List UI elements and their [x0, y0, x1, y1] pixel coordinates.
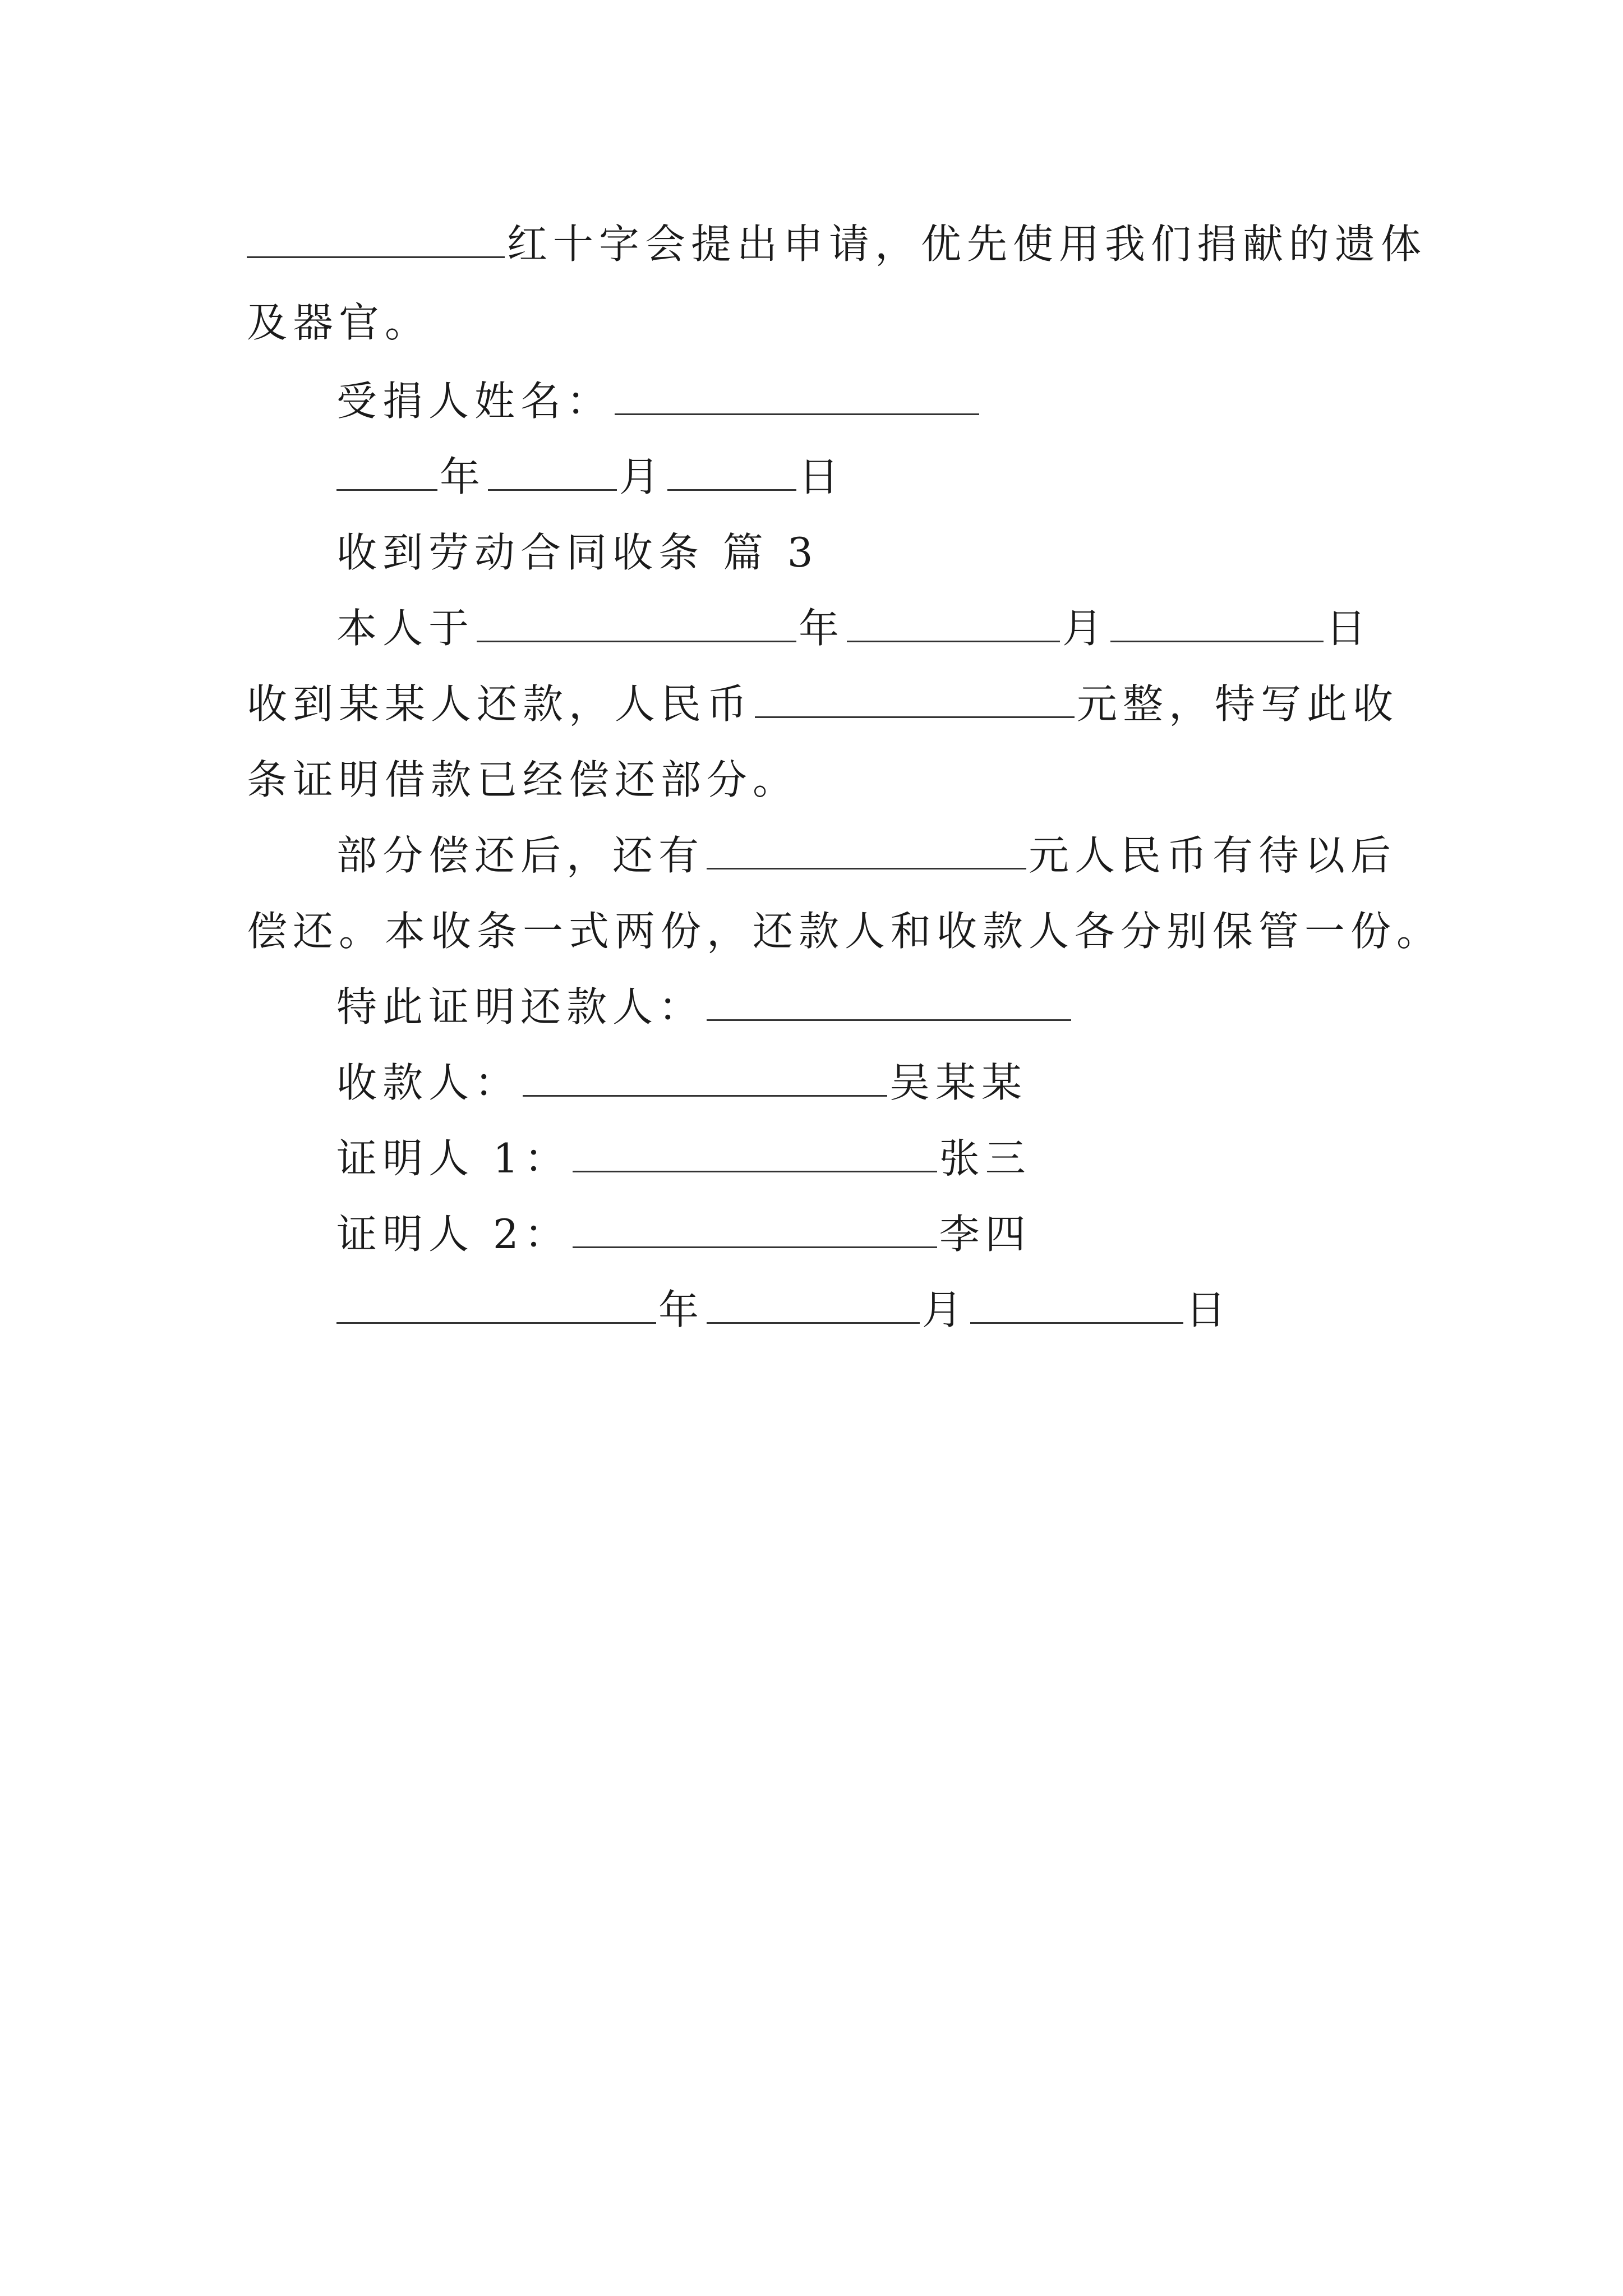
p2-line2: 偿还。本收条一式两份，还款人和收款人各分别保管一份。 — [247, 908, 1443, 955]
blank-day — [667, 485, 796, 491]
line-p1-1 — [336, 600, 1372, 656]
blank-amount — [755, 712, 1075, 718]
p2-a: 部分偿还后，还有 — [336, 832, 705, 879]
blank-p1-month — [847, 636, 1060, 642]
day-label: 日 — [1186, 1286, 1232, 1333]
day-label: 日 — [799, 453, 845, 500]
text-line1: 红十字会提出申请，优先使用我们捐献的遗体 — [507, 220, 1427, 268]
blank-p1-day — [1110, 636, 1324, 642]
blank-p1-year — [477, 636, 796, 642]
line-date-2 — [336, 1282, 1232, 1338]
blank-organization — [247, 252, 505, 258]
line-p2-2 — [247, 903, 1442, 959]
certify-label: 特此证明还款人： — [336, 983, 705, 1030]
line-certify — [336, 979, 1073, 1035]
witness2-label: 证明人 2： — [336, 1211, 570, 1258]
payee-name: 吴某某 — [889, 1059, 1028, 1106]
blank-recipient — [615, 409, 979, 415]
witness2-name: 李四 — [939, 1211, 1031, 1258]
line-organs — [247, 295, 431, 351]
blank-witness1 — [573, 1166, 937, 1172]
p2-b: 元人民币有待以后 — [1029, 832, 1397, 879]
heading-text: 收到劳动合同收条 篇 3 — [336, 529, 819, 576]
blank-month — [488, 485, 617, 491]
line-p1-2 — [247, 676, 1399, 732]
blank-payee — [523, 1091, 887, 1097]
recipient-label: 受捐人姓名： — [336, 378, 613, 425]
year-label: 年 — [440, 453, 486, 500]
blank-year — [336, 485, 437, 491]
blank-witness2 — [573, 1242, 937, 1248]
p1-line3: 条证明借款已经偿还部分。 — [247, 756, 799, 803]
blank-repayer — [707, 1015, 1071, 1021]
year-label: 年 — [658, 1286, 705, 1333]
text-line2: 及器官。 — [247, 299, 431, 346]
line-application — [247, 216, 1427, 272]
line-p2-1 — [336, 827, 1396, 884]
month-label: 月 — [922, 1286, 969, 1333]
payee-label: 收款人： — [336, 1059, 521, 1106]
line-p1-3 — [247, 752, 799, 808]
p1-line2-b: 元整，特写此收 — [1077, 680, 1399, 728]
blank-final-day — [970, 1318, 1183, 1324]
blank-final-year — [336, 1318, 656, 1324]
p1-line2-a: 收到某某人还款，人民币 — [247, 680, 753, 728]
month-label: 月 — [619, 453, 666, 500]
witness1-name: 张三 — [939, 1135, 1031, 1182]
year-label: 年 — [799, 605, 845, 652]
blank-remaining — [707, 863, 1026, 869]
day-label: 日 — [1326, 605, 1372, 652]
line-witness-2 — [336, 1206, 1031, 1262]
line-payee — [336, 1055, 1027, 1111]
p1-start: 本人于 — [336, 605, 475, 652]
month-label: 月 — [1062, 605, 1109, 652]
section-heading — [336, 524, 819, 581]
witness1-label: 证明人 1： — [336, 1135, 570, 1182]
line-date-1 — [336, 449, 845, 505]
blank-final-month — [707, 1318, 920, 1324]
line-recipient — [336, 373, 981, 429]
line-witness-1 — [336, 1130, 1031, 1186]
